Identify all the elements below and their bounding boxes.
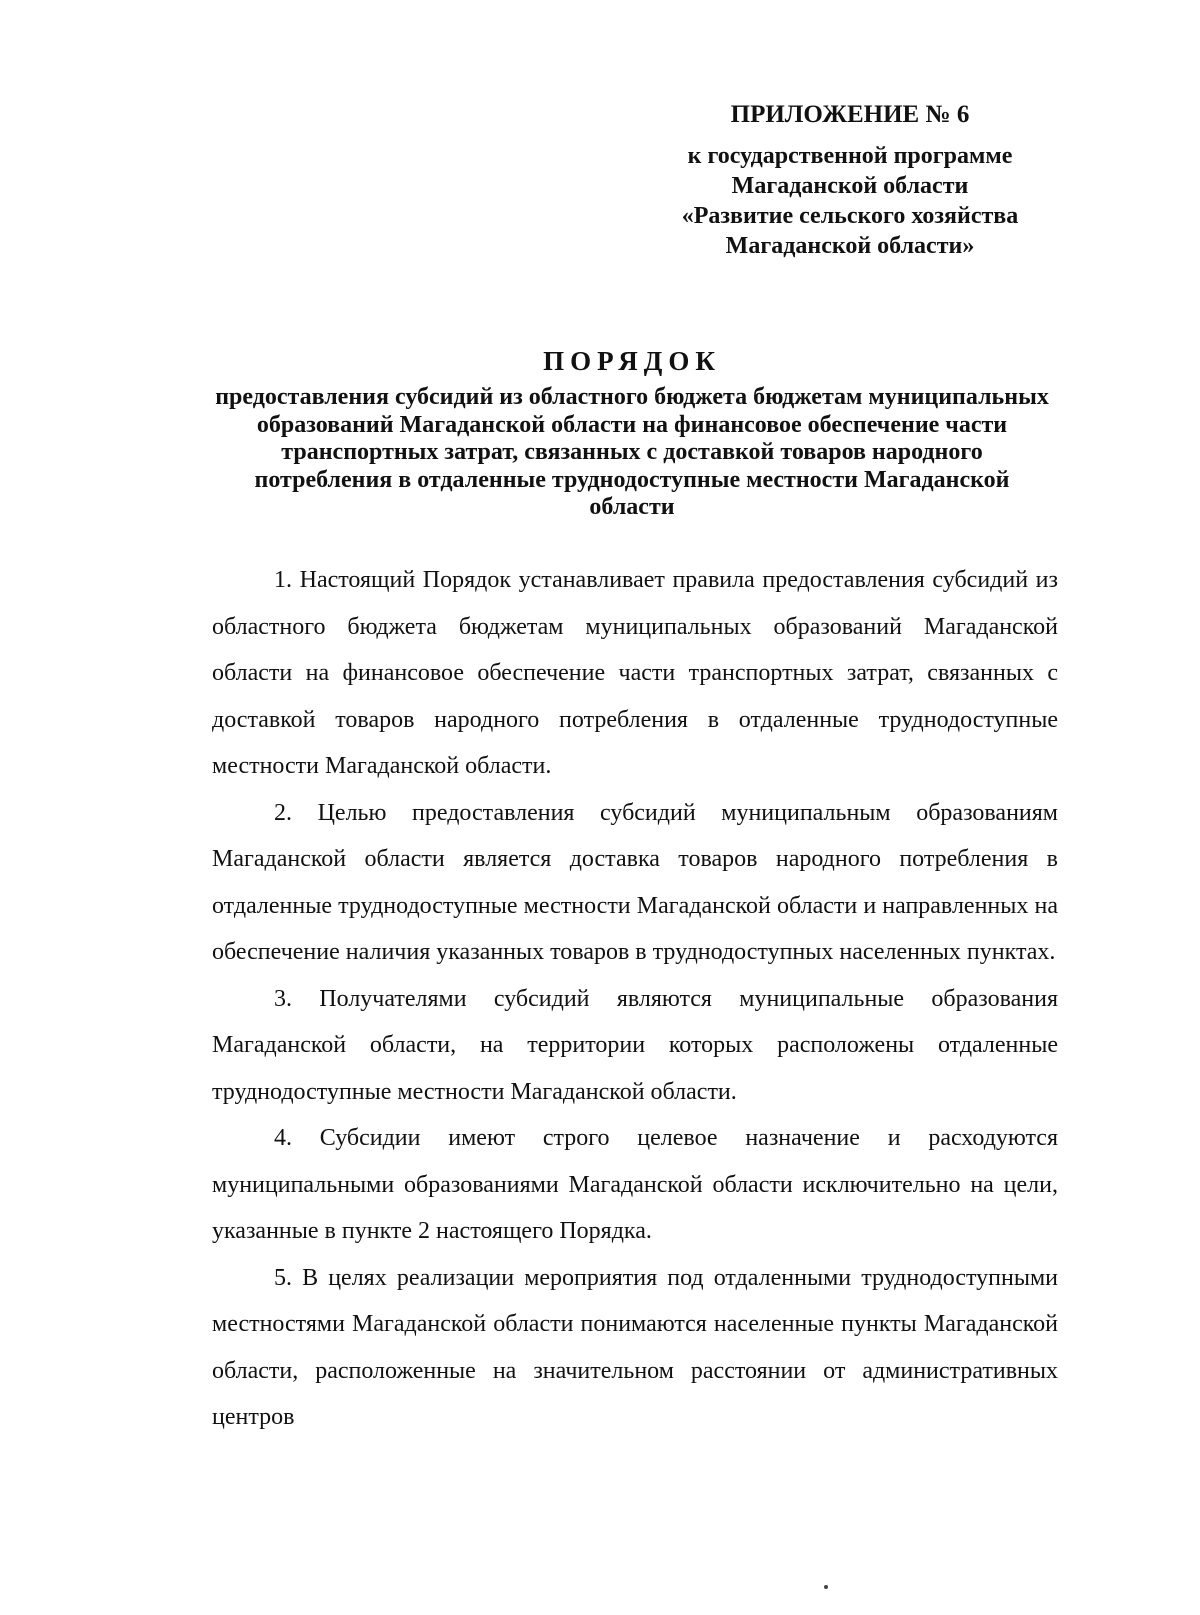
- appendix-header: [640, 100, 1060, 261]
- paragraph-2: 2. Целью предоставления субсидий муниципальным образованиям Магаданской области является доставка товаров народного потребления в отдаленные труднодоступные местности Магаданской области и направленных на обеспечение наличия указанных товаров в труднодоступных населенных пунктах.: [212, 799, 1058, 965]
- paragraph-5: 5. В целях реализации мероприятия под отдаленными труднодоступными местностями Магаданской области понимаются населенные пункты Магаданской области, расположенные на значительном расстоянии от административных центров: [212, 1264, 1058, 1430]
- appendix-line: Магаданской области: [731, 173, 969, 199]
- appendix-line: «Развитие сельского хозяйства: [681, 203, 1019, 229]
- paragraph-3: 3. Получателями субсидий являются муниципальные образования Магаданской области, на территории которых расположены отдаленные труднодоступные местности Магаданской области.: [212, 985, 1058, 1105]
- document-title: ПОРЯДОК: [543, 346, 721, 376]
- paragraph-4: 4. Субсидии имеют строго целевое назначение и расходуются муниципальными образованиями Магаданской области исключительно на цели, указанные в пункте 2 настоящего Порядка.: [212, 1125, 1058, 1244]
- paragraph-1: 1. Настоящий Порядок устанавливает правила предоставления субсидий из областного бюджета бюджетам муниципальных образований Магаданской области на финансовое обеспечение части транспортных затрат, связанных с доставкой товаров народного потребления в отдаленные труднодоступные местности Магаданской области.: [212, 567, 1058, 779]
- document-subtitle: предоставления субсидий из областного бюджета бюджетам муниципальных образований Магаданской области на финансовое обеспечение части транспортных затрат, связанных с доставкой товаров народного потребления в отдаленные труднодоступные местности Магаданской области: [215, 384, 1049, 520]
- appendix-line: к государственной программе: [687, 143, 1013, 169]
- scan-speck: [824, 1585, 828, 1589]
- appendix-line: Магаданской области»: [725, 233, 975, 259]
- document-body: [212, 557, 1058, 1441]
- appendix-title: ПРИЛОЖЕНИЕ № 6: [730, 101, 970, 128]
